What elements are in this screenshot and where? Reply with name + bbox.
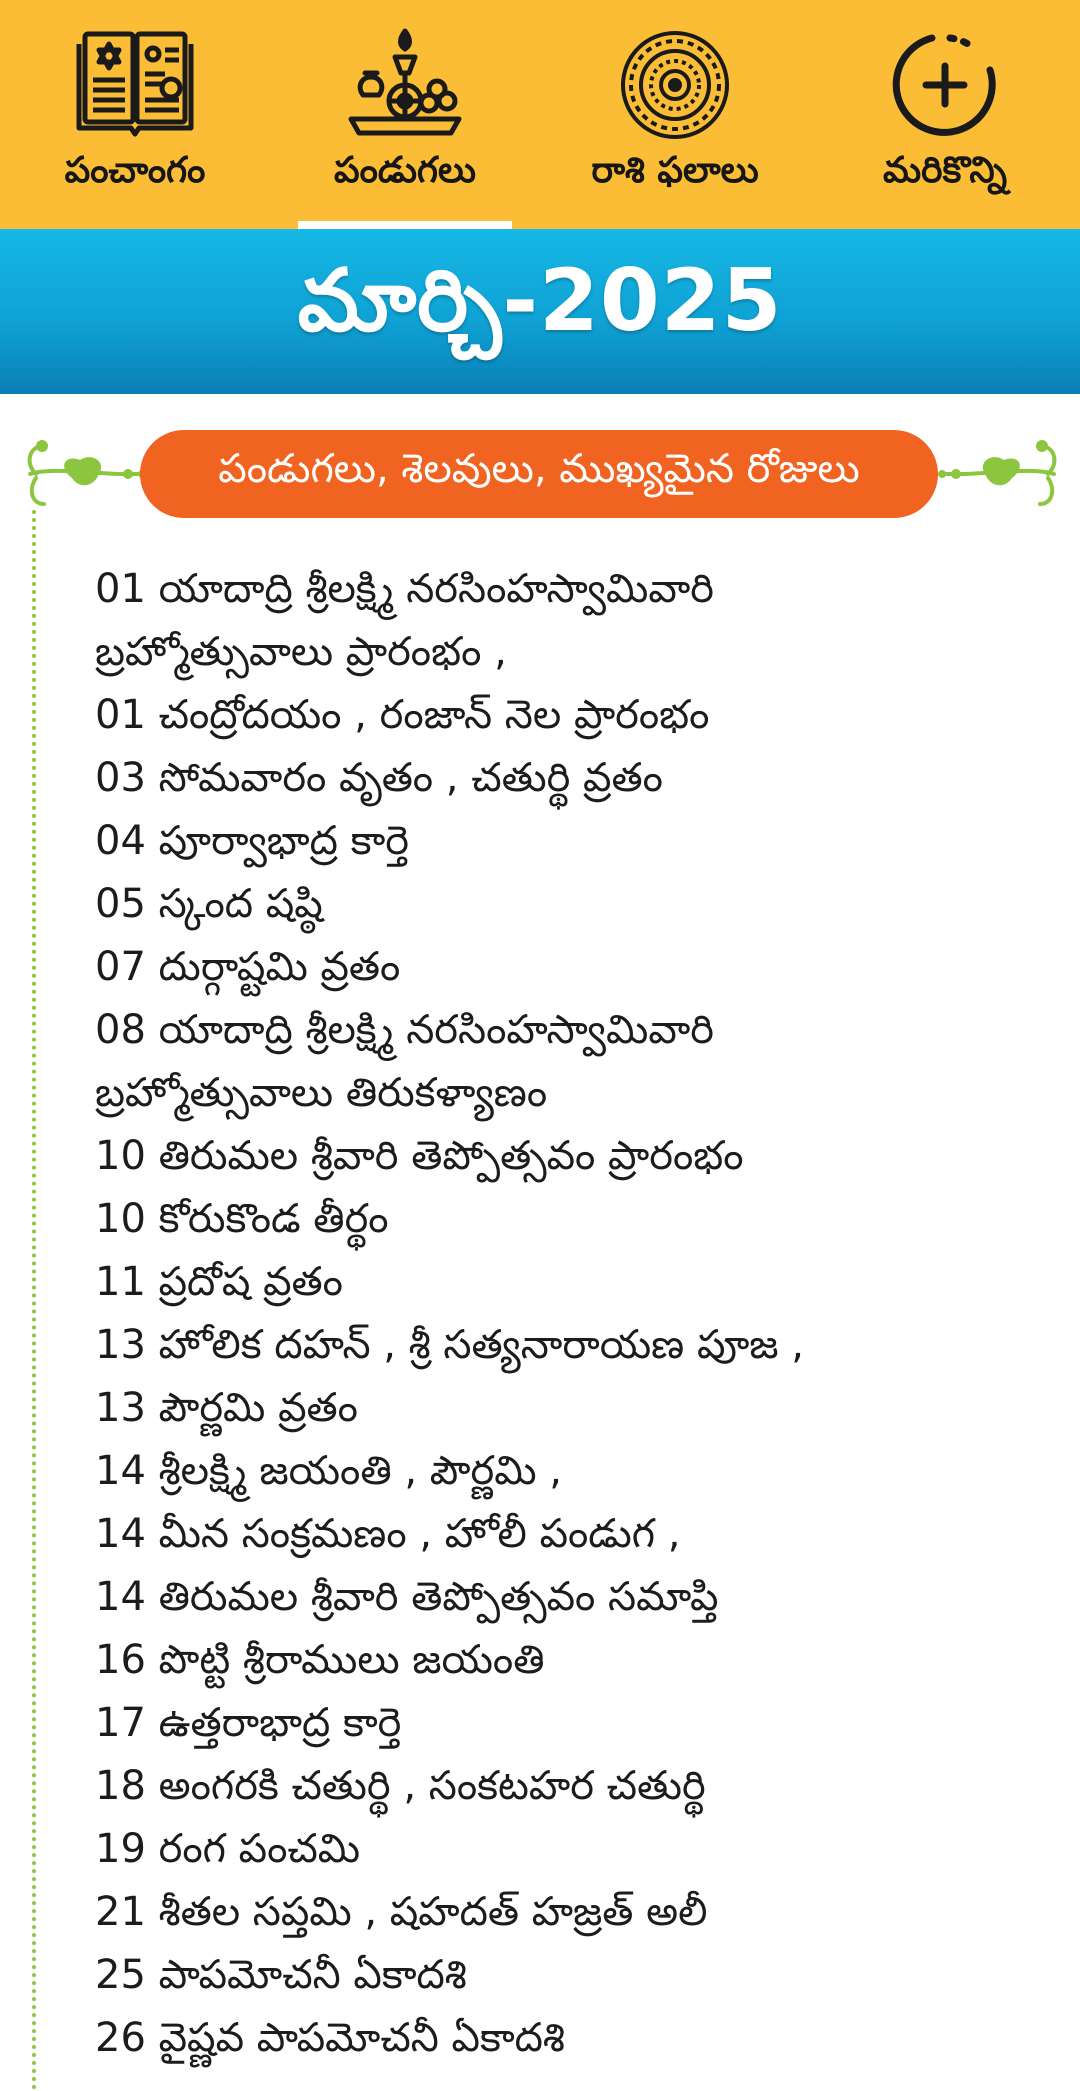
list-item: 16 పొట్టి శ్రీరాములు జయంతి [95,1637,545,1683]
list-item: 19 రంగ పంచమి [95,1826,361,1872]
list-item: 17 ఉత్తరాభాద్ర కార్తె [95,1700,402,1746]
zodiac-wheel-icon [605,22,745,148]
plus-circle-icon [875,22,1015,148]
tab-label: పంచాంగం [64,150,206,191]
list-item: 07 దుర్గాష్టమి వ్రతం [95,944,401,990]
list-item: 10 కోరుకొండ తీర్థం [95,1196,389,1242]
month-banner [0,229,1080,394]
list-item: 14 మీన సంక్రమణం , హోలీ పండుగ , [95,1511,681,1557]
list-item: 05 స్కంద షష్ఠి [95,881,323,927]
tab-rashi-phalalu[interactable] [540,0,810,229]
list-item: 18 అంగరకి చతుర్థి , సంకటహర చతుర్థి [95,1763,706,1809]
list-item: 14 శ్రీలక్ష్మి జయంతి , పౌర్ణమి , [95,1448,562,1494]
festival-list [95,558,1055,2070]
list-item: 01 చంద్రోదయం , రంజాన్ నెల ప్రారంభం [95,692,710,738]
festival-pooja-icon [335,22,475,148]
list-item: 03 సోమవారం వృతం , చతుర్థి వ్రతం [95,755,663,801]
section-header [0,426,1080,522]
list-item: బ్రహ్మోత్సువాలు తిరుకళ్యాణం [95,1070,548,1116]
list-item: 13 హోలిక దహన్ , శ్రీ సత్యనారాయణ పూజ , [95,1322,804,1368]
list-item: 14 తిరుమల శ్రీవారి తెప్పోత్సవం సమాప్తి [95,1574,719,1620]
list-item: 10 తిరుమల శ్రీవారి తెప్పోత్సవం ప్రారంభం [95,1133,744,1179]
top-nav [0,0,1080,229]
list-item: 13 పౌర్ణమి వ్రతం [95,1385,358,1431]
vine-left-icon [18,434,148,514]
list-item: 01 యాదాద్రి శ్రీలక్ష్మి నరసింహస్వామివారి [95,566,714,612]
almanac-book-icon [65,22,205,148]
vine-dotted-line [32,510,36,2091]
tab-label: రాశి ఫలాలు [591,150,759,191]
tab-more[interactable] [810,0,1080,229]
list-item: 08 యాదాద్రి శ్రీలక్ష్మి నరసింహస్వామివారి [95,1007,714,1053]
tab-label: మరికొన్ని [883,150,1007,191]
list-item: 25 పాపమోచనీ ఏకాదశి [95,1952,467,1998]
tab-panchangam[interactable] [0,0,270,229]
tab-festivals[interactable] [270,0,540,229]
list-item: బ్రహ్మోత్సువాలు ప్రారంభం , [95,629,507,675]
tab-label: పండుగలు [334,150,476,191]
list-item: 11 ప్రదోష వ్రతం [95,1259,343,1305]
vine-right-icon [936,434,1066,514]
list-item: 04 పూర్వాభాద్ర కార్తె [95,818,410,864]
section-title: పండుగలు, శెలవులు, ముఖ్యమైన రోజులు [218,446,860,492]
list-item: 26 వైష్ణవ పాపమోచనీ ఏకాదశి [95,2015,565,2061]
month-title: మార్చి-2025 [297,251,783,351]
section-title-pill [140,430,938,518]
list-item: 21 శీతల సప్తమి , షహదత్ హజ్రత్ అలీ [95,1889,708,1935]
active-tab-indicator [298,221,512,229]
